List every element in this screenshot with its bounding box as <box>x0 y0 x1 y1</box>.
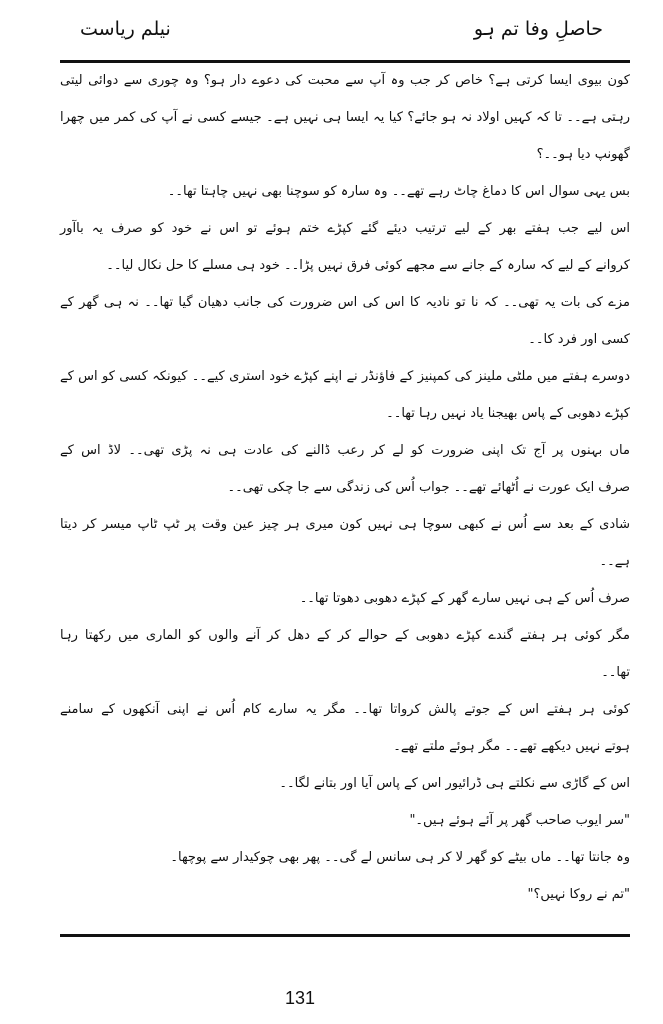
text-line: کروانے کے لیے کہ سارہ کے جانے سے مجھے کوئی فرق نہیں پڑا۔۔ خود ہی مسلے کا حل نکال لیا۔۔ <box>106 258 630 273</box>
page-body <box>60 62 630 913</box>
book-title: حاصلِ وفا تم ہو <box>473 18 603 40</box>
text-line: تھا۔۔ <box>601 665 630 680</box>
text-line: اس لیے جب ہفتے بھر کے لیے ترتیب دیئے گئے کپڑے ختم ہوئے تو اس نے خود کو صرف یہ باآور <box>60 221 630 236</box>
text-line: ہوتے نہیں دیکھے تھے۔۔ مگر ہوئے ملتے تھے۔ <box>393 739 630 754</box>
text-line: صرف ایک عورت نے اُٹھائے تھے۔۔ جواب اُس کی زندگی سے جا چکی تھی۔۔ <box>227 480 630 495</box>
text-line: کسی اور فرد کا۔۔ <box>528 332 630 347</box>
text-line: مگر کوئی ہر ہفتے گندے کپڑے دھوبی کے حوالے کر کے دھل کر آنے والوں کو الماری میں رکھتا رہا <box>60 628 630 643</box>
text-line: اس کے گاڑی سے نکلتے ہی ڈرائیور اس کے پاس آیا اور بتانے لگا۔۔ <box>279 776 630 791</box>
text-line: بس یہی سوال اس کا دماغ چاٹ رہے تھے۔۔ وہ سارہ کو سوچنا بھی نہیں چاہتا تھا۔۔ <box>167 184 630 199</box>
text-line: کپڑے دھوبی کے پاس بھیجنا یاد نہیں رہا تھا۔۔ <box>386 406 630 421</box>
text-line: "سر ایوب صاحب گھر پر آئے ہوئے ہیں۔" <box>409 813 630 828</box>
text-line: کوئی ہر ہفتے اس کے جوتے پالش کرواتا تھا۔۔ مگر یہ سارے کام اُس نے اپنی آنکھوں کے سامنے <box>60 702 630 717</box>
text-line: ہے۔۔ <box>599 554 630 569</box>
text-line: صرف اُس کے ہی نہیں سارے گھر کے کپڑے دھوبی دھوتا تھا۔۔ <box>299 591 630 606</box>
text-line: وہ جانتا تھا۔۔ ماں بیٹے کو گھر لا کر ہی سانس لے گی۔۔ پھر بھی چوکیدار سے پوچھا۔ <box>170 850 630 865</box>
text-line: مزے کی بات یہ تھی۔۔ کہ نا تو نادیہ کا اس کی اس ضرورت کی جانب دھیان گیا تھا۔۔ نہ ہی گھر کے <box>60 295 630 310</box>
page-number: 131 <box>284 988 316 1008</box>
text-line: "تم نے روکا نہیں؟" <box>527 887 630 902</box>
footer-divider <box>60 934 630 937</box>
text-line: دوسرے ہفتے میں ملٹی ملینز کی کمپنیز کے فاؤنڈر نے اپنے کپڑے خود استری کیے۔۔ کیونکہ کسی کو اس کے <box>60 369 630 384</box>
text-line: گھونپ دیا ہو۔۔؟ <box>536 147 630 162</box>
text-line: ماں بہنوں پر آج تک اپنی ضرورت کو لے کر رعب ڈالنے کی عادت ہی نہ پڑی تھی۔۔ لاڈ اس کے <box>60 443 630 458</box>
text-line: رہتی ہے۔۔ تا کہ کہیں اولاد نہ ہو جائے؟ کیا یہ ایسا ہی نہیں ہے۔ جیسے کسی نے آپ کی کمر میں چھرا <box>60 110 630 125</box>
text-line: شادی کے بعد سے اُس نے کبھی سوچا ہی نہیں کون میری ہر چیز عین وقت پر ٹپ ٹاپ میسر کر دیتا <box>60 517 630 532</box>
text-line: کون بیوی ایسا کرتی ہے؟ خاص کر جب وہ آپ سے محبت کی دعوے دار ہو؟ وہ چوری سے دوائی لیتی <box>60 73 630 88</box>
author-name: نیلم ریاست <box>80 18 171 40</box>
